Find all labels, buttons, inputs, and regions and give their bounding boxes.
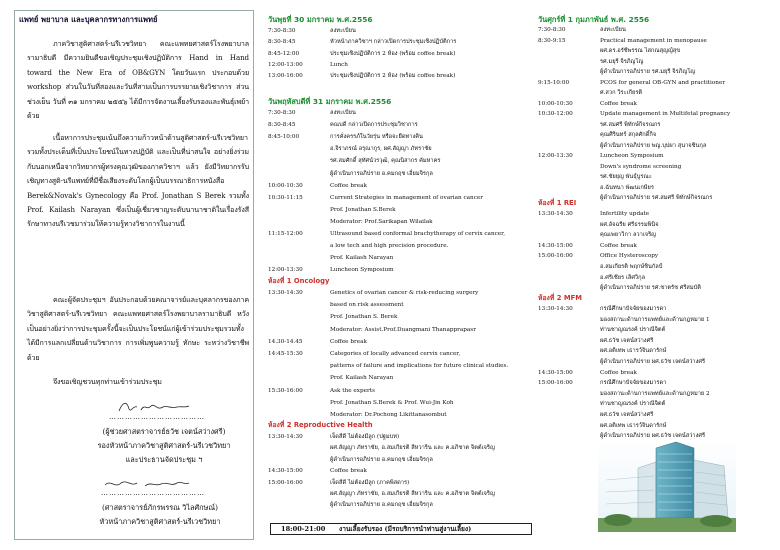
schedule-item: Practical management in menopause bbox=[600, 37, 707, 44]
schedule-time: 7:30-8:30 bbox=[268, 28, 296, 34]
schedule-item: Prof. Kailash Narayan bbox=[330, 375, 394, 382]
signature-1-name: (ผู้ช่วยศาสตราจารย์ธวัช เจตน์สว่างศรี) bbox=[102, 427, 226, 436]
schedule-time: 8:45-12:00 bbox=[268, 50, 300, 57]
schedule-item: Moderator: Prof.Sarikapan Wilailak bbox=[330, 218, 433, 225]
schedule-item: a low tech and high precision procedure. bbox=[330, 243, 449, 250]
schedule-row bbox=[268, 241, 530, 253]
schedule-time: 15:30-16:00 bbox=[268, 387, 303, 394]
hospital-building-image bbox=[598, 440, 736, 532]
schedule-item: ผู้ดำเนินการอภิปราย อ.คมกฤช เอี่ยมจิรกุล bbox=[330, 502, 433, 509]
schedule-time: 11:15-12:00 bbox=[268, 231, 303, 237]
schedule-item: Prof. Jonathan S. Berek bbox=[330, 314, 398, 321]
schedule-time: 13:30-14:30 bbox=[538, 306, 573, 312]
schedule-row bbox=[268, 156, 530, 168]
schedule-item: ผู้ดำเนินการอภิปราย ผศ.ธวัช เจตน์สว่างศรี bbox=[600, 433, 706, 440]
schedule-row bbox=[268, 253, 530, 265]
schedule-column-middle bbox=[268, 14, 530, 544]
banquet-time: 18:00-21:00 bbox=[281, 525, 326, 533]
schedule-item: Moderator: Dr.Pochong Likittanasombut bbox=[330, 412, 447, 418]
invitation-line: จึงขอเชิญชวนทุกท่านเข้าร่วมประชุม bbox=[53, 377, 162, 386]
schedule-item: Prof. Jonathan S.Berek bbox=[330, 206, 396, 213]
banquet-box bbox=[270, 523, 532, 535]
schedule-item: อ.ศรีเชียร เลิศวิกุล bbox=[600, 274, 646, 281]
intro-paragraph-2: เนื้อหาการประชุมเน้นถึงความก้าวหน้าด้านสูติศาสตร์-นรีเวชวิทยา รวมทั้งประเด็นที่เป็นประโยชน์ในทางปฏิบัติ และเป็นที่น่าสนใจ อย่างยิ่งร่วมกับนอกเหนือจากวิทยากรผู้ทรงคุณวุฒิของภาควิชาฯ แล้ว ยังมีวิทยากรรับเชิญทางสูติ-นรีแพทย์ที่มีชื่อเสียงระดับโลกผู้เป็นบรรณาธิการหนังสือ Berek&Novak's Gynecology คือ Prof. Jonathan S Berek รวมทั้ง Prof. Kailash Narayan ซึ่งเป็นผู้เชี่ยวชาญระดับนานาชาติในเรื่องรังสีรักษาทางนรีเวชมาร่วมให้ความรู้ทางวิชาการในงานนี้ bbox=[27, 133, 249, 229]
schedule-item: Lunch bbox=[330, 61, 348, 68]
schedule-row bbox=[268, 60, 530, 72]
schedule-item: Down's syndrome screening bbox=[600, 163, 682, 170]
room-2-mfm-header: ห้องที่ 2 MFM bbox=[538, 294, 582, 302]
room-1-oncology-header: ห้องที่ 1 Oncology bbox=[268, 277, 330, 285]
schedule-row bbox=[268, 26, 530, 38]
signature-2-line: ………………………………… bbox=[101, 489, 205, 497]
schedule-time: 14:30-15:00 bbox=[538, 369, 573, 376]
schedule-item: ผู้ดำเนินการอภิปราย ผศ.ธวัช เจตน์สว่างศรี bbox=[600, 359, 706, 365]
schedule-row bbox=[268, 455, 530, 467]
schedule-row bbox=[268, 217, 530, 229]
schedule-item: ประชุมเชิงปฏิบัติการ 2 ห้อง (พร้อม coffee break) bbox=[330, 50, 456, 57]
schedule-time: 9:15-10:00 bbox=[538, 79, 570, 86]
day-1-header: วันพุธที่ 30 มกราคม พ.ศ.2556 bbox=[268, 15, 373, 24]
schedule-item: มองสถานะด้านการแพทย์และด้านกฎหมาย 1 bbox=[600, 316, 710, 323]
schedule-item: มองสถานะด้านการแพทย์และด้านกฎหมาย 2 bbox=[600, 390, 710, 397]
schedule-item: ผู้ดำเนินการอภิปราย รศ.มยุรี จิรภิญโญ bbox=[600, 69, 696, 75]
schedule-item: กรณีศึกษาปัจจัยของมารดา bbox=[600, 380, 667, 387]
schedule-item: patterns of failure and implications for future clinical studies. bbox=[330, 363, 509, 370]
schedule-row bbox=[268, 300, 530, 312]
schedule-row bbox=[268, 432, 530, 444]
schedule-row bbox=[268, 193, 530, 205]
banquet-description: งานเลี้ยงรับรอง (มีรถบริการนำท่านสู่งานเลี้ยง) bbox=[339, 525, 472, 533]
schedule-item: Infertility update bbox=[600, 211, 650, 217]
schedule-row bbox=[268, 49, 530, 61]
schedule-item: Update management in Multifetal pregnancy bbox=[600, 111, 731, 117]
schedule-item: Coffee break bbox=[600, 369, 637, 376]
schedule-item: ผศ.อติเทพ เธารว์จินดารักษ์ bbox=[600, 422, 667, 429]
schedule-time: 13:00-16:00 bbox=[268, 73, 303, 80]
schedule-item: รศ.มยุรี จิรภิญโญ bbox=[600, 58, 644, 65]
schedule-item: ผศ.ธวัช เจตน์สว่างศรี bbox=[600, 412, 654, 418]
schedule-item: Prof. Kailash Narayan bbox=[330, 255, 394, 262]
room-1-rei-header: ห้องที่ 1 REI bbox=[538, 199, 577, 207]
schedule-item: เจ็ดสีดี ไม่ต้องมีลูก (ปฐมบท) bbox=[330, 434, 400, 440]
schedule-row bbox=[268, 144, 530, 156]
schedule-time: 13:30-14:30 bbox=[268, 434, 303, 440]
schedule-row bbox=[268, 37, 530, 49]
schedule-item: Luncheon Symposium bbox=[330, 267, 394, 274]
schedule-item: ผู้ดำเนินการอภิปราย อ.คมกฤช เอี่ยมจิรกุล bbox=[330, 170, 433, 177]
signature-2-role: หัวหน้าภาควิชาสูติศาสตร์-นรีเวชวิทยา bbox=[99, 517, 221, 526]
schedule-item: ผู้ดำเนินการอภิปราย รศ.สมศรี พิทักษ์กิจรณกร bbox=[600, 195, 713, 201]
schedule-row bbox=[268, 71, 530, 83]
schedule-time: 12:00-13:00 bbox=[268, 61, 303, 68]
schedule-item: คุณเพยาวิกา ลวาเจริญ bbox=[600, 232, 656, 239]
schedule-row bbox=[268, 478, 530, 490]
schedule-row bbox=[268, 386, 530, 398]
schedule-time: 8:30-8:45 bbox=[268, 122, 296, 129]
signature-1-role: รองหัวหน้าภาควิชาสูติศาสตร์-นรีเวชวิทยา bbox=[97, 441, 231, 450]
schedule-item: Luncheon Symposium bbox=[600, 153, 664, 159]
schedule-item: Categories of locally advanced cervix cancer, bbox=[330, 351, 461, 357]
schedule-row bbox=[268, 500, 530, 512]
schedule-item: ท่านชาญณรงค์ ปราณีจิตต์ bbox=[600, 401, 666, 408]
schedule-item: ท่านชาญณรงค์ ปราณีจิตต์ bbox=[600, 327, 666, 334]
schedule-time: 8:30-8:45 bbox=[268, 39, 296, 46]
letter-salutation: แพทย์ พยาบาล และบุคลากรทางการแพทย์ bbox=[19, 15, 158, 24]
schedule-time: 13:30-14:30 bbox=[268, 290, 303, 296]
schedule-row bbox=[268, 312, 530, 324]
schedule-item: ลงทะเบียน bbox=[330, 110, 356, 116]
schedule-time: 14:30-15:00 bbox=[538, 242, 573, 249]
schedule-row bbox=[268, 466, 530, 478]
schedule-item: based on risk assessment bbox=[330, 302, 404, 309]
schedule-row bbox=[268, 443, 530, 455]
schedule-row bbox=[268, 132, 530, 144]
schedule-item: คุณศิรินทร์ สกุลศักดิ์กิจ bbox=[600, 132, 657, 138]
schedule-item: รศ.ชัยยุญ พันธุ์บูรณะ bbox=[600, 174, 652, 180]
schedule-row bbox=[268, 108, 530, 120]
schedule-row bbox=[268, 288, 530, 300]
schedule-time: 13:30-14:30 bbox=[538, 211, 573, 217]
schedule-time: 10:30-11:15 bbox=[268, 194, 303, 201]
schedule-row bbox=[268, 181, 530, 193]
schedule-row bbox=[268, 325, 530, 337]
schedule-item: อ.จิราภรณ์ อรุณากูร, ผศ.สัญญา ภัทราชัย bbox=[330, 146, 432, 153]
schedule-time: 8:45-10:00 bbox=[268, 134, 300, 141]
schedule-item: ผู้ดำเนินการอภิปราย อ.คมกฤช เอี่ยมจิรกุล bbox=[330, 456, 433, 463]
schedule-item: Ultrasound based conformal brachytherapy of cervix cancer, bbox=[330, 231, 506, 237]
schedule-row bbox=[268, 349, 530, 361]
schedule-item: ผศ.อัจฉรีย ศรีธรรมพินิจ bbox=[600, 221, 659, 228]
schedule-time: 12:00-13:30 bbox=[268, 267, 303, 274]
schedule-item: ศ.สวก วิระเกียรติ bbox=[600, 90, 643, 96]
schedule-item: ผศ.สัญญา ภัทราชัย, อ.สมเกียรติ สีหวาริน และ ค.อภิชาต จิตต์เจริญ bbox=[330, 445, 495, 452]
room-2-reproductive-header: ห้องที่ 2 Reproductive Health bbox=[268, 421, 373, 429]
signature-1-block bbox=[89, 425, 239, 467]
schedule-item: คณบดี กล่าวเปิดการประชุมวิชาการ bbox=[330, 122, 418, 129]
signature-2-name: (ศาสตราจารย์ภักรพรรณ วิไลศักษณ์) bbox=[102, 503, 218, 512]
schedule-time: 14.30-14.45 bbox=[268, 338, 303, 345]
schedule-item: กรณีศึกษาปัจจัยของมารดา bbox=[600, 306, 667, 312]
schedule-time: 10:30-12:00 bbox=[538, 111, 573, 117]
schedule-time: 14:30-15:00 bbox=[268, 468, 303, 475]
schedule-item: Current Strategies in management of ovarian cancer bbox=[330, 194, 483, 201]
schedule-time: 15:00-16:00 bbox=[268, 479, 303, 486]
day-2-header: วันพฤหัสบดีที่ 31 มกราคม พ.ศ.2556 bbox=[268, 97, 392, 106]
schedule-item: ประชุมเชิงปฏิบัติการ 2 ห้อง (พร้อม coffee break) bbox=[330, 73, 456, 80]
schedule-item: ลงทะเบียน bbox=[600, 27, 626, 33]
schedule-time: 10:00-10:30 bbox=[538, 100, 573, 107]
schedule-item: การคั่งครรภ์ในวัยรุ่น หรือจะยืดทางคิน bbox=[330, 134, 423, 141]
schedule-row bbox=[268, 205, 530, 217]
schedule-item: Coffee break bbox=[330, 468, 367, 475]
schedule-item: เจ็ดสีดี ไม่ต้องมีลูก (ภาคพิสดาร) bbox=[330, 479, 410, 486]
schedule-item: Coffee break bbox=[600, 100, 637, 107]
day-3-header: วันศุกร์ที่ 1 กุมภาพันธ์ พ.ศ. 2556 bbox=[538, 15, 650, 24]
schedule-time: 8:30-9:15 bbox=[538, 37, 566, 44]
schedule-time: 12:00-13:30 bbox=[538, 153, 573, 159]
schedule-row bbox=[268, 229, 530, 241]
schedule-time: 7:30-8:30 bbox=[538, 27, 566, 33]
schedule-item: Ask the experts bbox=[330, 387, 375, 394]
schedule-item: ผศ.สัญญา ภัทราชัย, อ.สมเกียรติ สีหวาริน และ ค.อภิชาต จิตต์เจริญ bbox=[330, 491, 495, 497]
schedule-time: 15:00-16:00 bbox=[538, 253, 573, 260]
schedule-item: หัวหน้าภาควิชาฯ กล่าวเปิดการประชุมเชิงปฏิบัติการ bbox=[330, 39, 457, 46]
schedule-item: ผศ.ดร.อรัชีพรรณ ไสกณสุญญ์สุข bbox=[600, 48, 681, 54]
schedule-item: อ.สมเกียรติ พฤกษ์ชินกัลป์ bbox=[600, 264, 663, 270]
schedule-time: 10:00-10:30 bbox=[268, 182, 303, 189]
schedule-row bbox=[268, 361, 530, 373]
intro-paragraph-3: คณะผู้จัดประชุมฯ อันประกอบด้วยคณาจารย์และบุคลากรของภาควิชาสูติศาสตร์-นรีเวชวิทยา คณะแพทยศาสตร์โรงพยาบาลรามาธิบดี หวังเป็นอย่างยิ่งว่าการประชุมครั้งนี้จะเป็นประโยชน์แก่ผู้เข้าร่วมประชุมรวมทั้งได้มีการแลกเปลี่ยนด้านวิชาการ การเพิ่มพูนความรู้ ทักษะ ระหว่างวิชาชีพด้วย bbox=[27, 295, 249, 362]
schedule-item: ผศ.ธวัช เจตน์สว่างศรี bbox=[600, 337, 654, 344]
schedule-item: Coffee break bbox=[330, 182, 367, 189]
schedule-item: Genetics of ovarian cancer & risk-reducing surgery bbox=[330, 290, 479, 296]
schedule-item: Coffee break bbox=[330, 338, 367, 345]
schedule-item: ผู้ดำเนินการอภิปราย พญ.บุปผา สุนาจชินกุล bbox=[600, 142, 707, 149]
schedule-item: ผู้ดำเนินการอภิปราย รศ.ชาตรัช ศรีสมบัติ bbox=[600, 285, 701, 292]
schedule-row bbox=[268, 398, 530, 410]
schedule-item: รศ.สมศรี พิทักษ์กิจรณกร bbox=[600, 121, 661, 128]
schedule-item: Moderator: Assist.Prof.Duangmani Thanapprapasr bbox=[330, 326, 476, 333]
schedule-row bbox=[268, 373, 530, 385]
schedule-row bbox=[268, 169, 530, 181]
schedule-item: ผศ.อติเทพ เธารว์จินดารักษ์ bbox=[600, 348, 667, 355]
signature-1-role-2: และประธานจัดประชุม ฯ bbox=[125, 455, 203, 464]
schedule-item: อ.ฉันทนา พัฒนเกษียร bbox=[600, 184, 654, 191]
schedule-item: Prof. Jonathan S.Berek & Prof. Wui-Jin Koh bbox=[330, 399, 454, 406]
schedule-time: 7:30-8:30 bbox=[268, 110, 296, 116]
schedule-row bbox=[268, 337, 530, 349]
schedule-item: ลงทะเบียน bbox=[330, 28, 356, 34]
signature-1-line: ……………………………… bbox=[109, 413, 205, 421]
schedule-item: PCOS for general OB-GYN and practitioner bbox=[600, 79, 726, 86]
schedule-time: 14:45-15:30 bbox=[268, 351, 303, 357]
schedule-item: Office Hysteroscopy bbox=[600, 253, 659, 260]
schedule-time: 15:00-16:00 bbox=[538, 380, 573, 387]
invitation-letter bbox=[14, 10, 254, 540]
schedule-row bbox=[268, 489, 530, 501]
intro-paragraph-1: ภาควิชาสูติศาสตร์-นรีเวชวิทยา คณะแพทยศาสตร์โรงพยาบาล รามาธิบดี มีความยินดีขอเชิญประชุมเชิงปฏิบัติการ Hand in Hand toward the New Era of OB&GYN โดยวันแรก ประกอบด้วย workshop ส่วนในวันที่สองและวันที่สามเป็นการบรรยายเชิงวิชาการ ส่วนช่วงเย็น วันที่ ๓๑ มกราคม ๒๕๕๖ ได้มีการจัดงานเลี้ยงรับรองและพันธุ์เพย้าด้วย bbox=[27, 39, 249, 121]
schedule-row bbox=[268, 120, 530, 132]
signature-2-block bbox=[85, 501, 235, 529]
schedule-item: รศ.สมศักดิ์ สุทัศน์วรวุฒิ, คุณนิสากร คัมหาคร bbox=[330, 158, 441, 165]
schedule-item: Coffee break bbox=[600, 242, 637, 249]
